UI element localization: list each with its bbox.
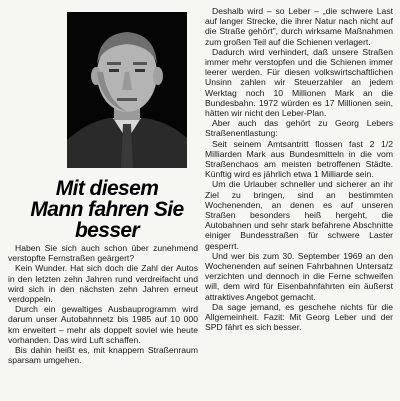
headline-line-2: Mann fahren Sie: [30, 198, 184, 221]
paragraph: Seit seinem Amtsantritt flossen fast 2 1/2 Milliarden Mark aus Bundesmitteln in die vom Straßenchaos am meisten betroffenen Städte. Künftig wird es jährlich etwa 1 Milliarde sein.: [205, 138, 393, 180]
paragraph: Und wer bis zum 30. September 1969 an den Wochenenden auf seinen Fahrbahnen Untersatz verzichten und dennoch in die Ferne schweifen will, dem wird für Eisenbahnfahrten ein äußerst attraktives Angebot gemacht.: [205, 250, 393, 302]
headline: [18, 178, 196, 241]
paragraph: Haben Sie sich auch schon über zunehmend verstopfte Fernstraßen geärgert?: [8, 243, 198, 264]
portrait-image: [67, 12, 187, 168]
paragraph: Bis dahin heißt es, mit knappem Straßenraum sparsam umgehen.: [8, 345, 198, 366]
paragraph: Durch ein gewaltiges Ausbauprogramm wird darum unser Autobahnnetz bis 1985 auf 10 000 km erweitert – mehr als doppelt soviel wie heute vorhanden. Das wird Luft schaffen.: [8, 304, 198, 345]
paragraph: Um die Urlauber schneller und sicherer an ihr Ziel zu bringen, sind an bestimmten Wochenenden, an denen es auf unseren Straßen besonders heiß hergeht, die Autobahnen und sehr stark befahrene Abschnitte einiger Bundesstraßen für schwere Laster gesperrt.: [205, 179, 393, 251]
paragraph: Dadurch wird verhindert, daß unsere Straßen immer mehr verstopfen und die Schienen immer leerer werden. Für diesen volkswirtschaftlichen Unsinn zahlen wir Steuerzahler an jedem Werktag noch 10 Millionen Mark an die Bundesbahn. 1972 würden es 17 Millionen sein, hätten wir nicht den Leber-Plan.: [205, 46, 393, 119]
right-column-text: [205, 6, 393, 333]
paragraph: Da sage jemand, es geschehe nichts für die Allgemeinheit. Fazit: Mit Georg Leber und der SPD fährt es sich besser.: [205, 301, 393, 333]
headline-line-1: Mit diesem: [55, 177, 159, 200]
left-column-text: [8, 243, 198, 365]
portrait-photo: [67, 12, 187, 168]
paragraph: Aber auch das gehört zu Georg Lebers Straßenentlastung:: [205, 118, 393, 139]
paragraph: Kein Wunder. Hat sich doch die Zahl der Autos in den letzten zehn Jahren rund verdreifacht und wird sich in den nächsten zehn Jahren erneut verdoppeln.: [8, 263, 198, 305]
paragraph: Deshalb wird – so Leber – „die schwere Last auf langer Strecke, die ihrer Natur nach nicht auf die Straße gehört", durch wirksame Maßnahmen zum großen Teil auf die Schienen verlagert.: [205, 6, 393, 47]
headline-line-3: besser: [74, 219, 140, 242]
